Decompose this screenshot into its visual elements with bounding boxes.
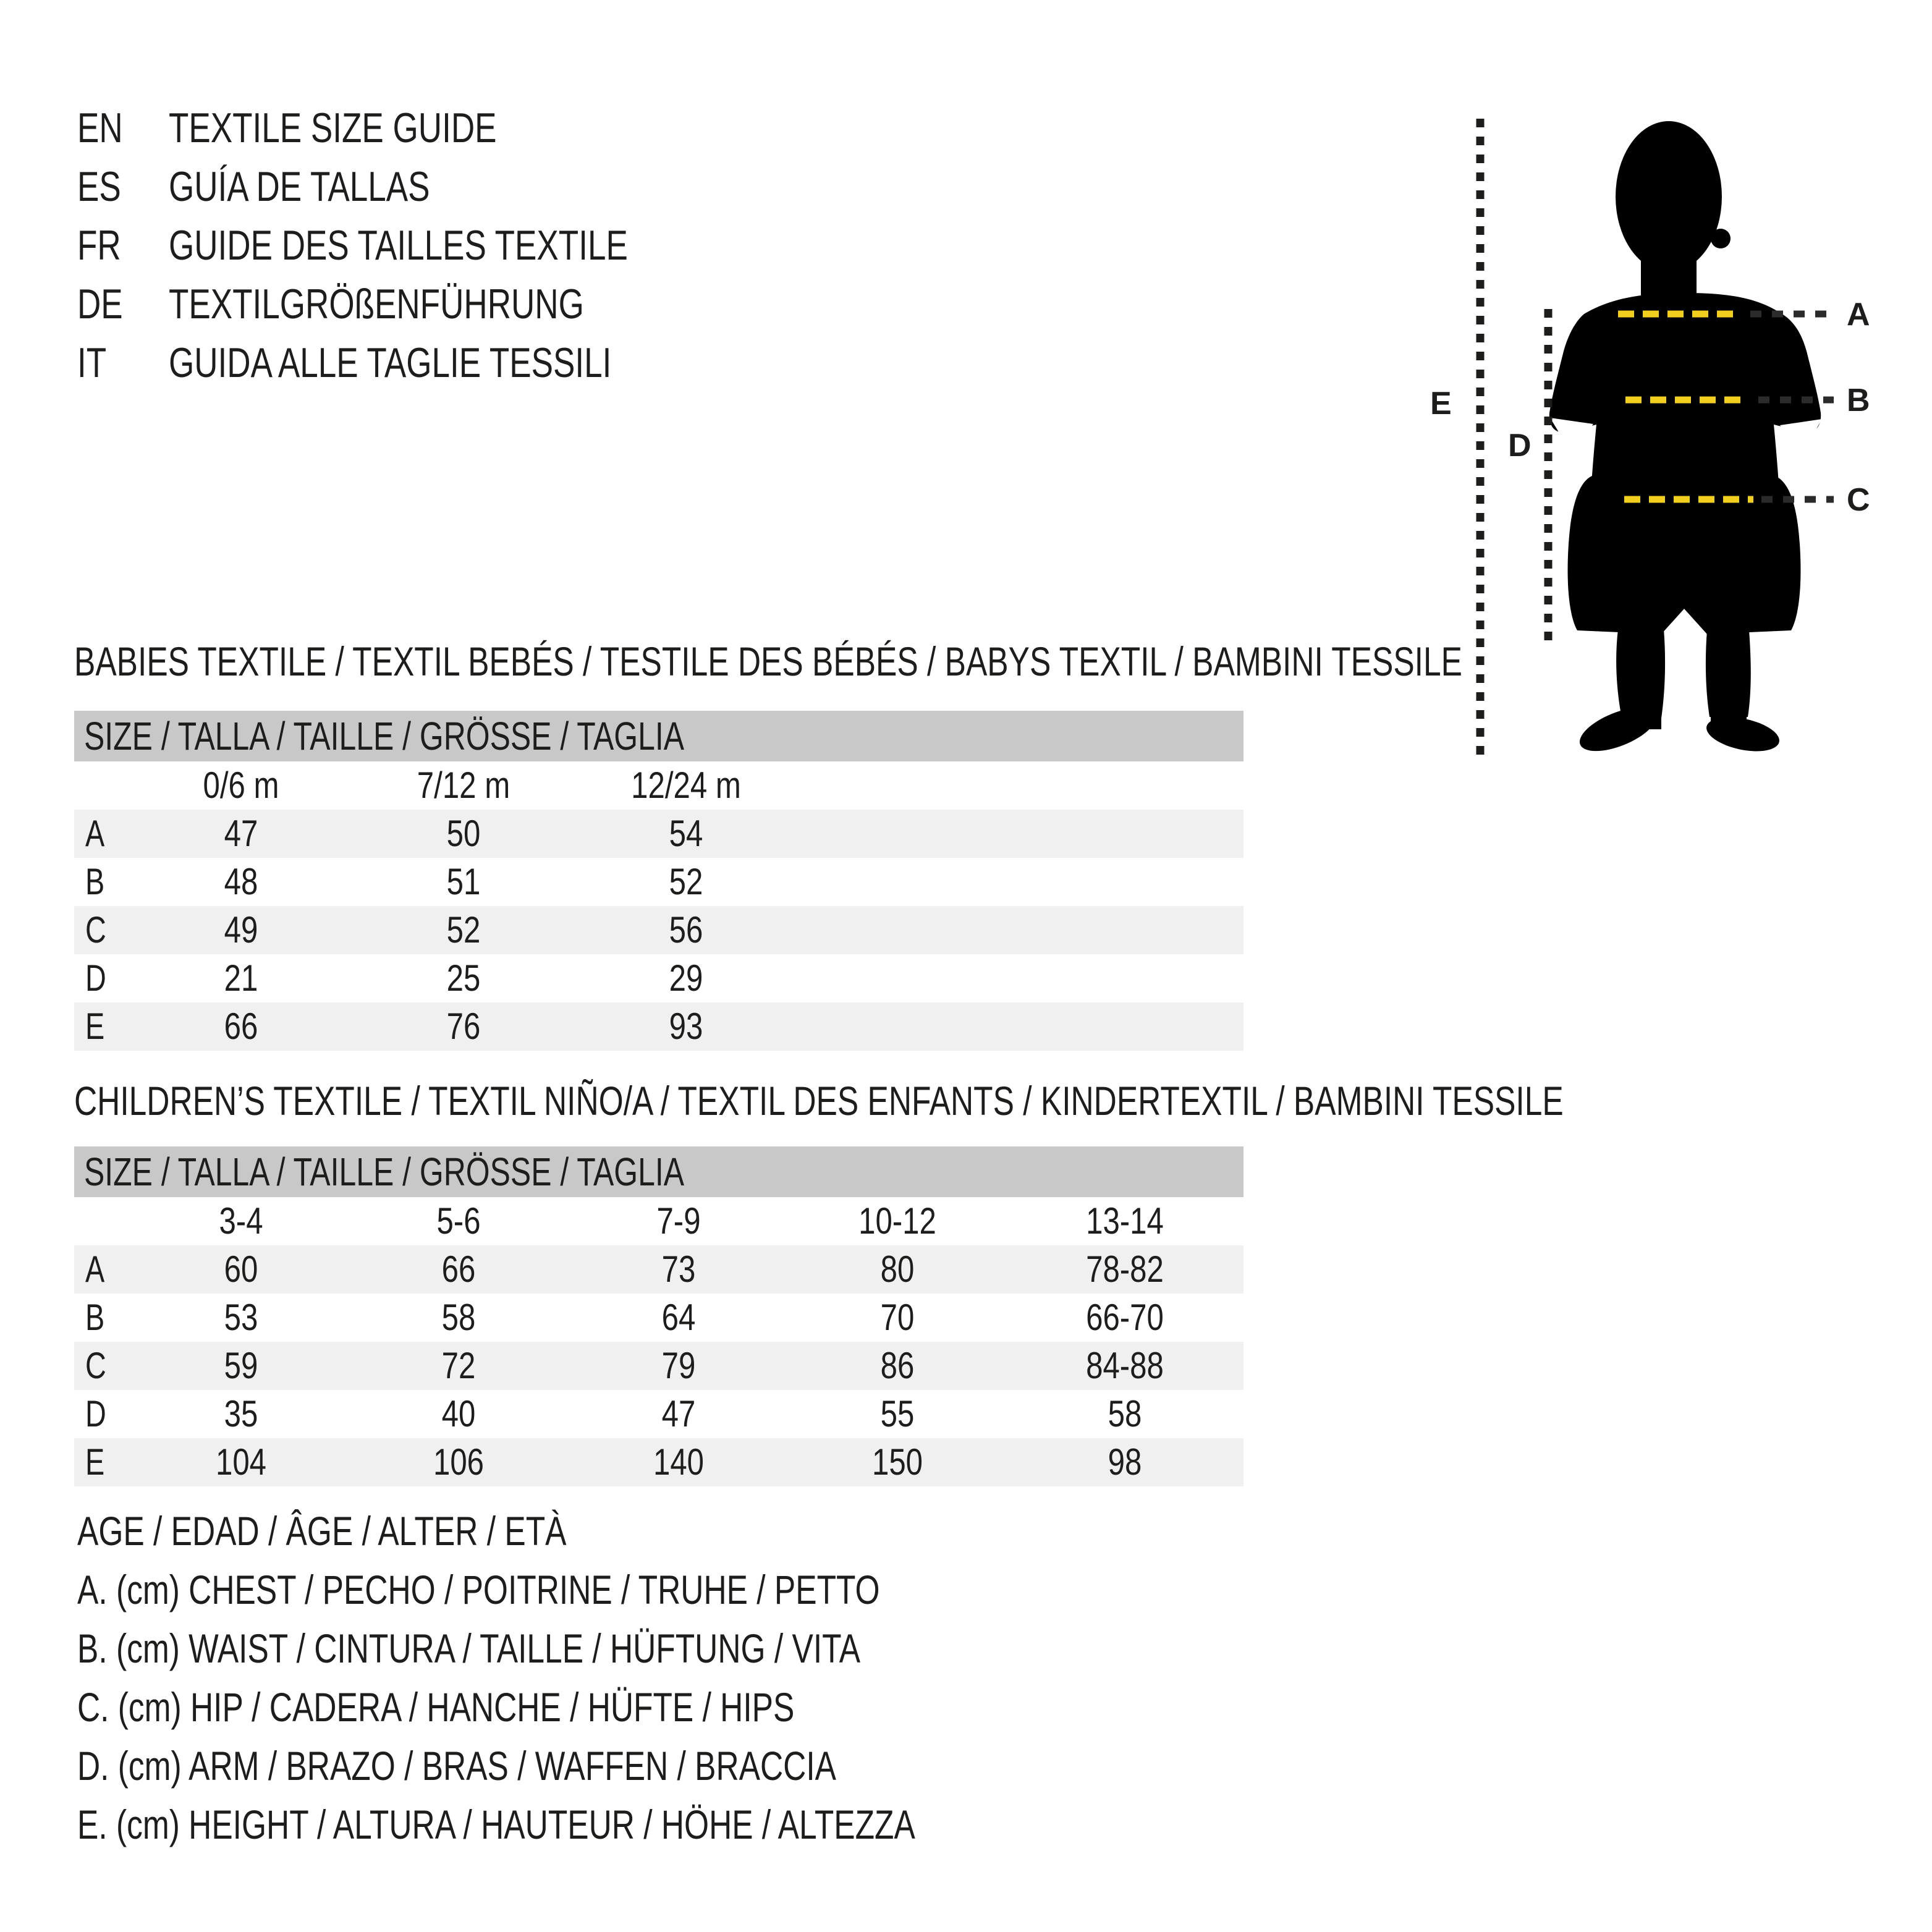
table-row xyxy=(74,1342,1244,1390)
row-label: C xyxy=(85,909,106,951)
language-row-en xyxy=(0,99,865,158)
table-cell: 54 xyxy=(669,813,703,854)
row-label: E xyxy=(85,1006,105,1047)
babies-size-table xyxy=(74,711,1244,1051)
language-code: IT xyxy=(77,339,107,386)
size-header-label: SIZE / TALLA / TAILLE / GRÖSSE / TAGLIA xyxy=(84,714,685,758)
table-cell: 59 xyxy=(224,1345,258,1386)
table-cell: 106 xyxy=(433,1441,485,1483)
babies-column-headers xyxy=(74,761,1244,810)
children-table-header-bar xyxy=(74,1146,1244,1197)
column-header: 5-6 xyxy=(436,1200,481,1242)
row-label: D xyxy=(85,957,106,999)
legend-line-height: E. (cm) HEIGHT / ALTURA / HAUTEUR / HÖHE / ALTEZZA xyxy=(77,1802,915,1847)
column-header: 7-9 xyxy=(656,1200,701,1242)
column-header: 7/12 m xyxy=(417,765,511,806)
babies-table-header-bar xyxy=(74,711,1244,761)
table-cell: 78-82 xyxy=(1086,1248,1164,1290)
table-cell: 140 xyxy=(653,1441,705,1483)
legend-line-hip: C. (cm) HIP / CADERA / HANCHE / HÜFTE / HIPS xyxy=(77,1684,795,1730)
column-header: 10-12 xyxy=(858,1200,936,1242)
table-row xyxy=(74,810,1244,858)
table-cell: 73 xyxy=(661,1248,696,1290)
table-cell: 104 xyxy=(215,1441,267,1483)
table-cell: 86 xyxy=(880,1345,915,1386)
table-cell: 84-88 xyxy=(1086,1345,1164,1386)
table-row xyxy=(74,1390,1244,1438)
column-header: 3-4 xyxy=(219,1200,263,1242)
table-cell: 53 xyxy=(224,1297,258,1338)
language-row-es xyxy=(0,158,865,216)
legend-line-arm: D. (cm) ARM / BRAZO / BRAS / WAFFEN / BRACCIA xyxy=(77,1743,836,1789)
language-code: FR xyxy=(77,222,121,269)
table-cell: 35 xyxy=(224,1393,258,1434)
size-header-label: SIZE / TALLA / TAILLE / GRÖSSE / TAGLIA xyxy=(84,1150,685,1194)
table-cell: 66 xyxy=(224,1006,258,1047)
table-cell: 60 xyxy=(224,1248,258,1290)
language-title: TEXTILGRÖßENFÜHRUNG xyxy=(169,281,584,328)
table-cell: 93 xyxy=(669,1006,703,1047)
measure-label-d: D xyxy=(1508,428,1532,464)
table-cell: 25 xyxy=(446,957,481,999)
table-cell: 79 xyxy=(661,1345,696,1386)
table-cell: 64 xyxy=(661,1297,696,1338)
table-cell: 47 xyxy=(224,813,258,854)
table-row xyxy=(74,1438,1244,1486)
table-cell: 52 xyxy=(446,909,481,951)
table-cell: 56 xyxy=(669,909,703,951)
table-cell: 76 xyxy=(446,1006,481,1047)
table-cell: 58 xyxy=(441,1297,476,1338)
table-cell: 49 xyxy=(224,909,258,951)
table-cell: 150 xyxy=(871,1441,923,1483)
table-cell: 40 xyxy=(441,1393,476,1434)
table-row xyxy=(74,1245,1244,1294)
table-cell: 55 xyxy=(880,1393,915,1434)
table-cell: 52 xyxy=(669,861,703,902)
table-row xyxy=(74,906,1244,954)
language-title: GUIDE DES TAILLES TEXTILE xyxy=(169,222,628,269)
language-code: ES xyxy=(77,163,121,210)
table-cell: 29 xyxy=(669,957,703,999)
table-cell: 98 xyxy=(1108,1441,1142,1483)
table-cell: 58 xyxy=(1108,1393,1142,1434)
row-label: A xyxy=(85,1248,105,1290)
language-row-it xyxy=(0,334,865,392)
measure-label-a: A xyxy=(1847,297,1870,333)
row-label: A xyxy=(85,813,105,854)
table-row xyxy=(74,954,1244,1002)
children-size-table xyxy=(74,1146,1244,1486)
row-label: C xyxy=(85,1345,106,1386)
table-row xyxy=(74,858,1244,906)
table-cell: 80 xyxy=(880,1248,915,1290)
row-label: D xyxy=(85,1393,106,1434)
language-code: EN xyxy=(77,104,123,151)
children-section-title: CHILDREN’S TEXTILE / TEXTIL NIÑO/A / TEXTIL DES ENFANTS / KINDERTEXTIL / BAMBINI TESSILE xyxy=(74,1078,1564,1124)
measure-label-b: B xyxy=(1847,383,1870,418)
legend-line-waist: B. (cm) WAIST / CINTURA / TAILLE / HÜFTUNG / VITA xyxy=(77,1625,861,1671)
language-title: GUÍA DE TALLAS xyxy=(169,163,430,210)
language-title: GUIDA ALLE TAGLIE TESSILI xyxy=(169,339,612,386)
language-row-fr xyxy=(0,216,865,275)
table-cell: 48 xyxy=(224,861,258,902)
table-cell: 47 xyxy=(661,1393,696,1434)
child-silhouette-diagram xyxy=(1409,49,1932,816)
table-cell: 70 xyxy=(880,1297,915,1338)
legend-line-age: AGE / EDAD / ÂGE / ALTER / ETÀ xyxy=(77,1508,567,1554)
measure-label-e: E xyxy=(1430,386,1452,422)
children-column-headers xyxy=(74,1197,1244,1245)
column-header: 13-14 xyxy=(1086,1200,1164,1242)
column-header: 12/24 m xyxy=(631,765,741,806)
table-cell: 72 xyxy=(441,1345,476,1386)
table-cell: 51 xyxy=(446,861,481,902)
row-label: B xyxy=(85,1297,105,1338)
legend-line-chest: A. (cm) CHEST / PECHO / POITRINE / TRUHE / PETTO xyxy=(77,1567,880,1612)
table-row xyxy=(74,1294,1244,1342)
table-cell: 66-70 xyxy=(1086,1297,1164,1338)
column-header: 0/6 m xyxy=(203,765,279,806)
babies-section-title: BABIES TEXTILE / TEXTIL BEBÉS / TESTILE DES BÉBÉS / BABYS TEXTIL / BAMBINI TESSILE xyxy=(74,638,1462,684)
table-row xyxy=(74,1002,1244,1051)
row-label: B xyxy=(85,861,105,902)
language-code: DE xyxy=(77,281,123,328)
measure-label-c: C xyxy=(1847,482,1870,518)
language-title: TEXTILE SIZE GUIDE xyxy=(169,104,497,151)
row-label: E xyxy=(85,1441,105,1483)
language-row-de xyxy=(0,275,865,334)
table-cell: 50 xyxy=(446,813,481,854)
table-cell: 66 xyxy=(441,1248,476,1290)
table-cell: 21 xyxy=(224,957,258,999)
